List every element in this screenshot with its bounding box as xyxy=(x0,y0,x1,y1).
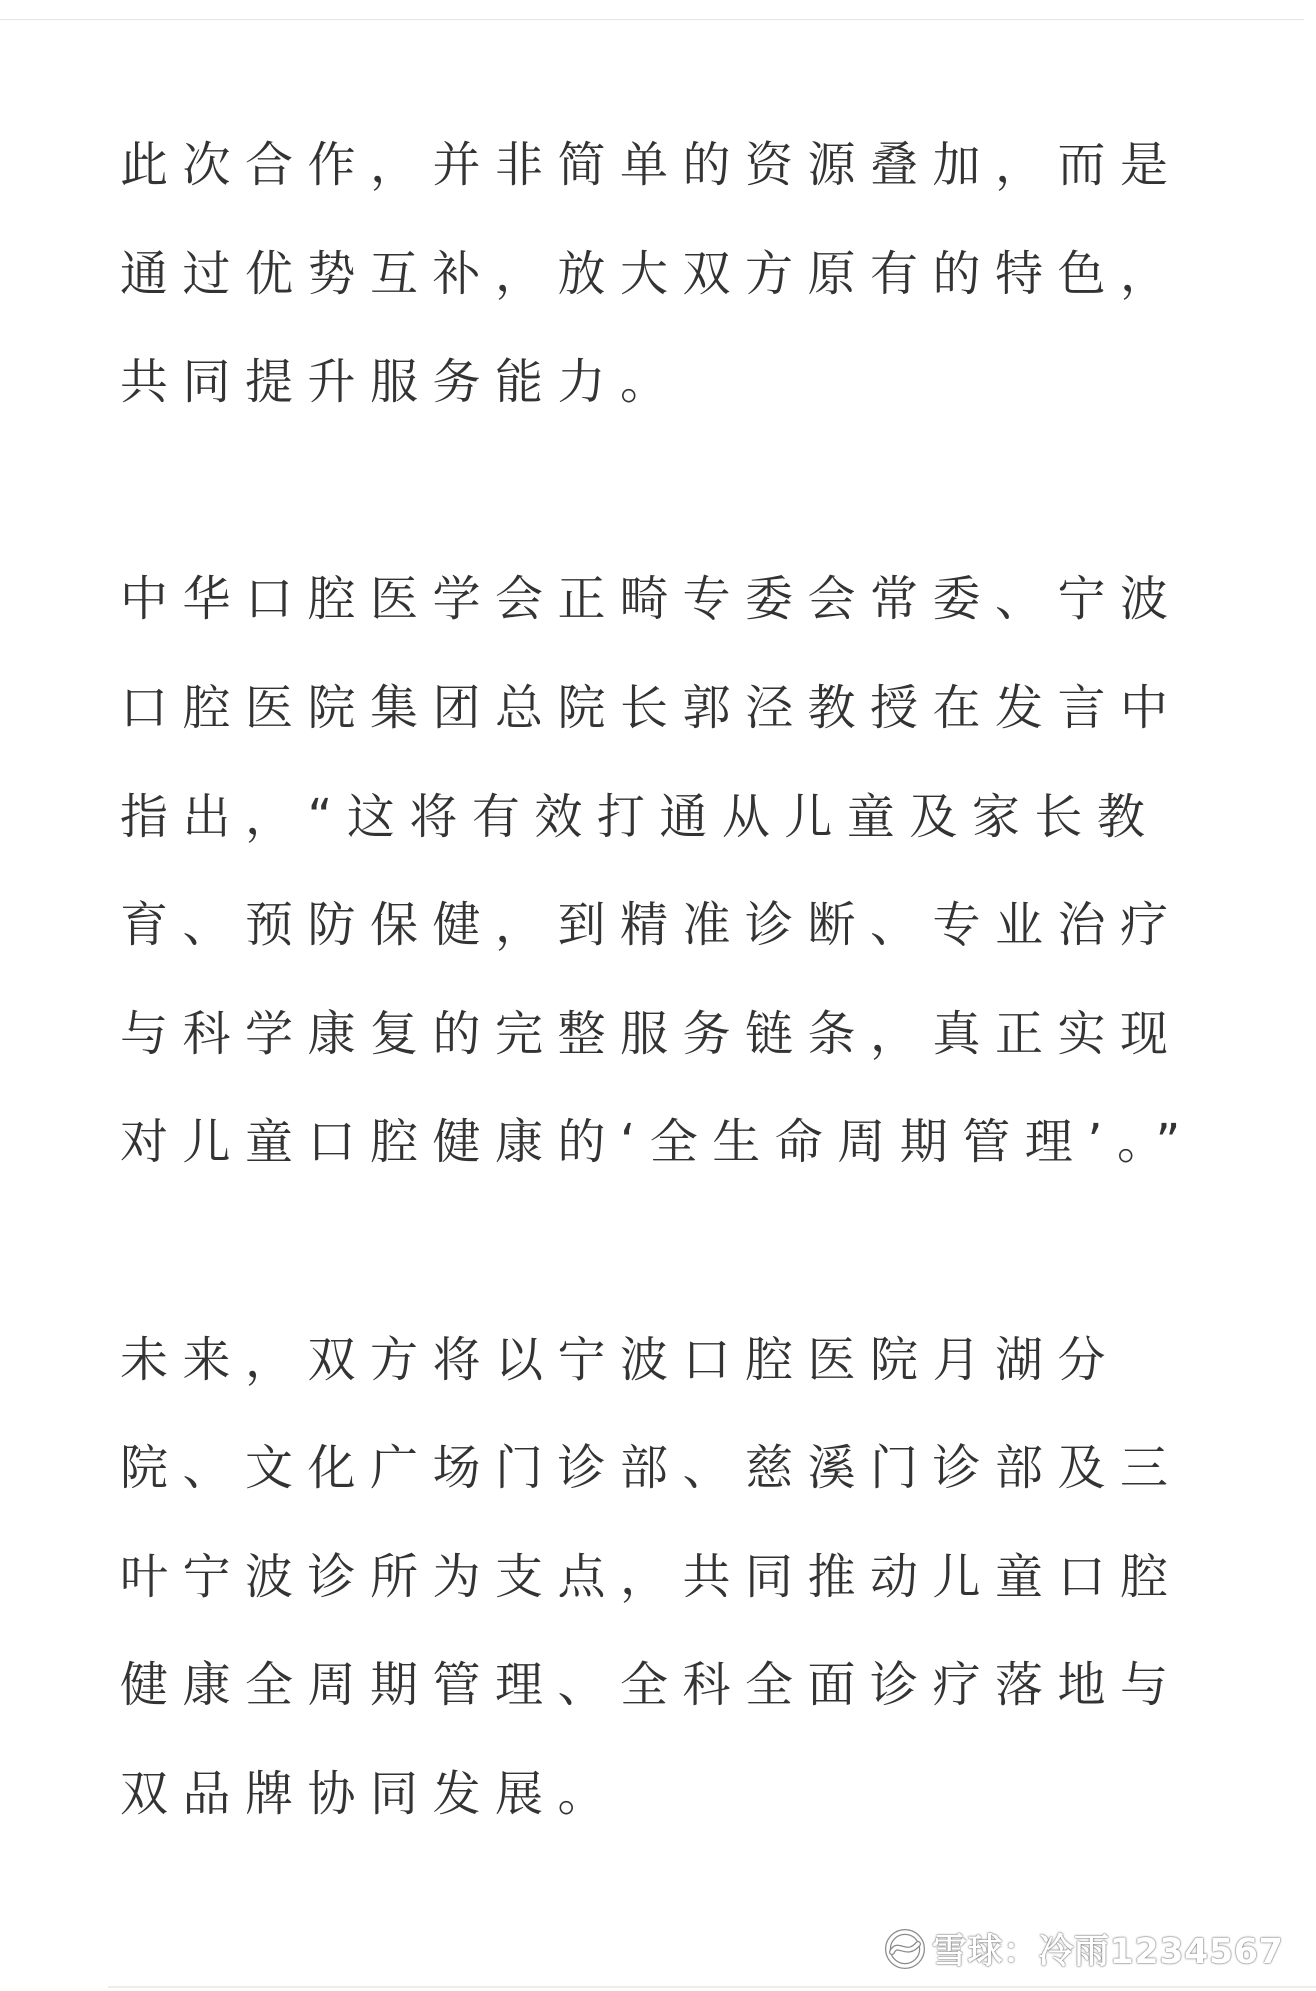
watermark xyxy=(884,1926,1283,1972)
text-line: 口腔医院集团总院长郭泾教授在发言中 xyxy=(120,679,1183,736)
text-line: 中华口腔医学会正畸专委会常委、宁波 xyxy=(120,571,1183,628)
xueqiu-logo-icon xyxy=(884,1928,926,1970)
text-line: 与科学康复的完整服务链条，真正实现 xyxy=(120,1005,1183,1062)
text-line: 通过优势互补，放大双方原有的特色， xyxy=(120,245,1183,302)
paragraph-2 xyxy=(120,545,1310,1197)
text-line: 对儿童口腔健康的‘全生命周期管理’。” xyxy=(120,1114,1195,1171)
watermark-text: 雪球：冷雨1234567 xyxy=(932,1932,1284,1972)
top-divider xyxy=(0,19,1304,20)
text-line: 育、预防保健，到精准诊断、专业治疗 xyxy=(120,897,1183,954)
text-line: 指出，“这将有效打通从儿童及家长教 xyxy=(120,788,1160,845)
paragraph-1 xyxy=(120,111,1310,437)
text-line: 双品牌协同发展。 xyxy=(120,1765,621,1822)
text-line: 院、文化广场门诊部、慈溪门诊部及三 xyxy=(120,1440,1183,1497)
paragraph-3 xyxy=(120,1306,1310,1849)
text-line: 共同提升服务能力。 xyxy=(120,354,683,411)
article-body xyxy=(120,111,1310,1957)
bottom-divider xyxy=(108,1986,1316,1988)
text-line: 叶宁波诊所为支点，共同推动儿童口腔 xyxy=(120,1548,1183,1605)
text-line: 未来，双方将以宁波口腔医院月湖分 xyxy=(120,1331,1121,1388)
text-line: 此次合作，并非简单的资源叠加，而是 xyxy=(120,137,1183,193)
text-line: 健康全周期管理、全科全面诊疗落地与 xyxy=(120,1657,1183,1714)
